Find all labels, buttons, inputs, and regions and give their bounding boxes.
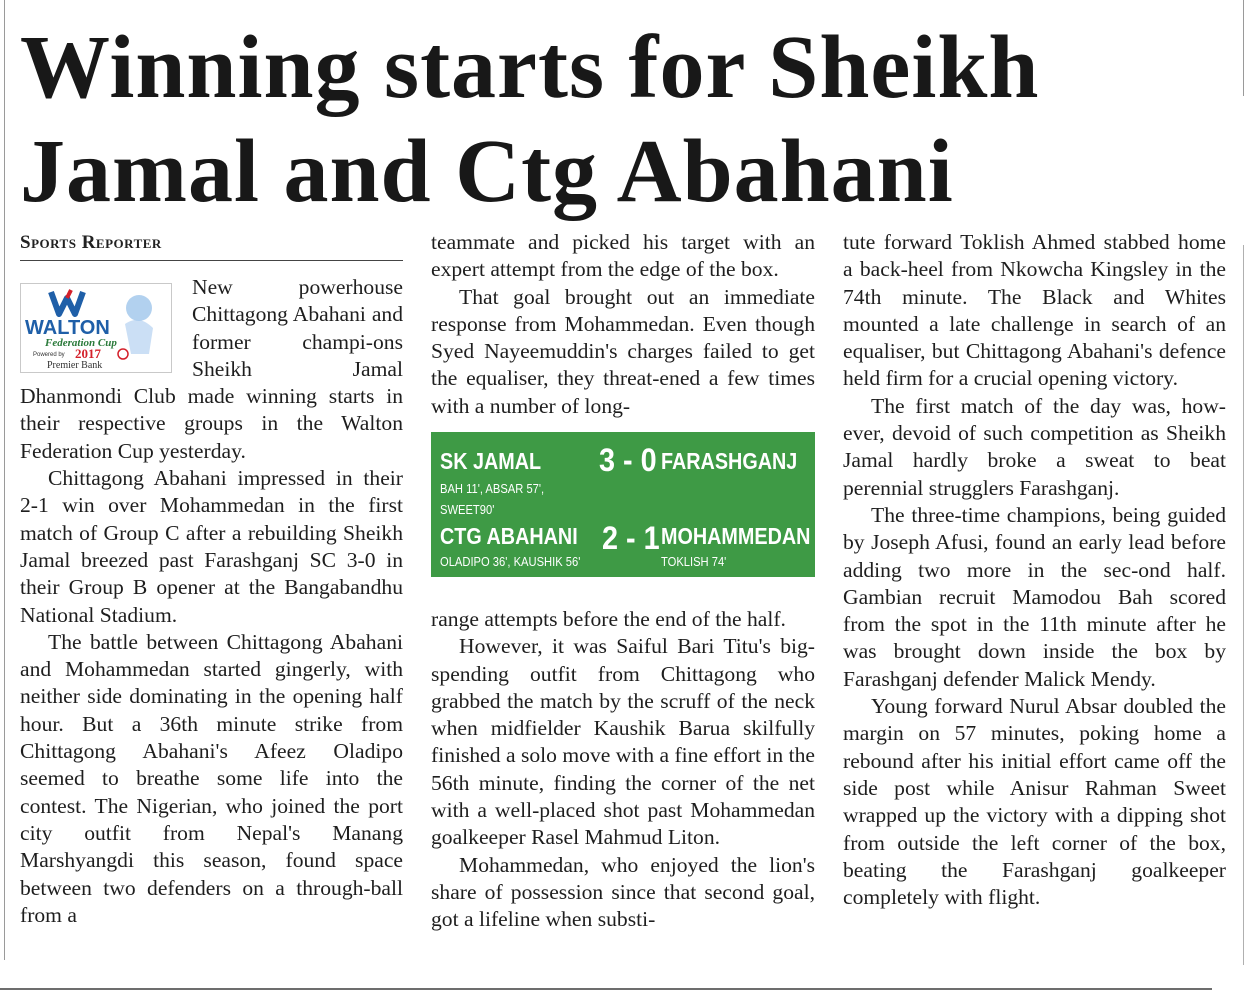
match1-home-scorers: BAH 11', ABSAR 57',: [440, 481, 545, 496]
page-right-rule-lower: [1243, 245, 1244, 965]
match1-home-team: SK JAMAL: [440, 448, 542, 474]
logo-powered-by-text: Powered by: [33, 352, 65, 358]
match2-score: 2 - 1: [602, 520, 660, 556]
match1-home-scorers-cont: SWEET90': [440, 502, 495, 517]
logo-graphic: [21, 284, 171, 372]
player-figure-body-icon: [125, 320, 153, 354]
byline: Sports Reporter: [20, 232, 403, 261]
paragraph: tute forward Toklish Ahmed stabbed home a back-heel from Nkowcha Kingsley in the 74th minute. The Black and Whites mounted a late challenge in search of an equaliser, but Chittagong Abahani's defence held firm for a crucial opening victory.: [843, 230, 1226, 391]
logo-year-text: 2017: [75, 346, 101, 361]
player-figure-icon: [126, 295, 152, 321]
paragraph: The first match of the day was, how-ever, devoid of such competition as Sheikh Jamal hardly broke a sweat to beat perennial strugglers Farashganj.: [843, 393, 1226, 500]
paragraph: teammate and picked his target with an expert attempt from the edge of the box.: [431, 230, 815, 282]
match1-score: 3 - 0: [599, 442, 657, 478]
page-left-rule: [4, 0, 5, 960]
paragraph: Young forward Nurul Absar doubled the margin on 57 minutes, poking home a rebound after his initial effort came off the side post while Anisur Rahman Sweet wrapped up the victory with a dipping shot from outside the left corner of the box, beating the Farashganj goalkeeper completely with flight.: [843, 694, 1226, 910]
page-bottom-rule: [0, 988, 1212, 990]
logo-event-text: Federation Cup: [45, 337, 117, 349]
article-column-2-top: [431, 229, 815, 420]
paragraph: That goal brought out an immediate response from Mohammedan. Even though Syed Nayeemuddin's charges failed to get the equaliser, they threat-ened a few times with a number of long-: [431, 284, 815, 418]
match1-away-team: FARASHGANJ: [661, 448, 798, 474]
article-headline: Winning starts for Sheikh Jamal and Ctg Abahani: [20, 18, 1040, 221]
paragraph: range attempts before the end of the half.: [431, 607, 786, 631]
article-column-3: [843, 229, 1226, 911]
paragraph: The three-time champions, being guided by Joseph Afusi, found an early lead before adding two more in the sec-ond half. Gambian recruit Mamodou Bah scored from the spot in the 11th minute after he was brought down inside the box by Farashganj defender Malick Mendy.: [843, 502, 1226, 691]
walton-federation-cup-logo: [20, 283, 172, 373]
logo-ball-icon: [118, 349, 128, 359]
article-column-2-bottom: [431, 606, 815, 934]
logo-brand-text: WALTON: [25, 317, 110, 339]
paragraph: Mohammedan, who enjoyed the lion's share of possession since that second goal, got a lifeline when substi-: [431, 852, 815, 932]
paragraph: However, it was Saiful Bari Titu's big-spending outfit from Chittagong who grabbed the match by the scruff of the neck when midfielder Kaushik Barua skilfully finished a solo move with a fine effort in the 56th minute, finding the corner of the net with a well-placed shot past Mohammedan goalkeeper Rasel Mahmud Liton.: [431, 634, 815, 850]
paragraph: New powerhouse Chittagong Abahani and former champi-ons Sheikh Jamal Dhanmondi Club made winning starts in their respective groups in the Walton Federation Cup yesterday.: [20, 275, 403, 463]
article-column-1: [20, 274, 403, 929]
match2-away-scorers: TOKLISH 74': [661, 554, 727, 569]
match2-home-team: CTG ABAHANI: [440, 523, 578, 549]
logo-sponsor-text: Premier Bank: [47, 360, 103, 371]
match2-away-team: MOHAMMEDAN: [661, 523, 811, 549]
paragraph: The battle between Chittagong Abahani and Mohammedan started gingerly, with neither side dominating in the opening half hour. But a 36th minute strike from Chittagong Abahani's Afeez Oladipo seemed to breathe some life into the contest. The Nigerian, who joined the port city outfit from Nepal's Manang Marshyangdi this season, found space between two defenders on a through-ball from a: [20, 629, 403, 927]
page-right-rule: [1243, 0, 1244, 96]
paragraph: Chittagong Abahani impressed in their 2-1 win over Mohammedan in the first match of Group C after a rebuilding Sheikh Jamal breezed past Farashganj SC 3-0 in their Group B opener at the Bangabandhu National Stadium.: [20, 466, 403, 627]
scorebox: [431, 432, 815, 577]
logo-w-accent: [67, 290, 71, 298]
match2-home-scorers: OLADIPO 36', KAUSHIK 56': [440, 554, 581, 569]
